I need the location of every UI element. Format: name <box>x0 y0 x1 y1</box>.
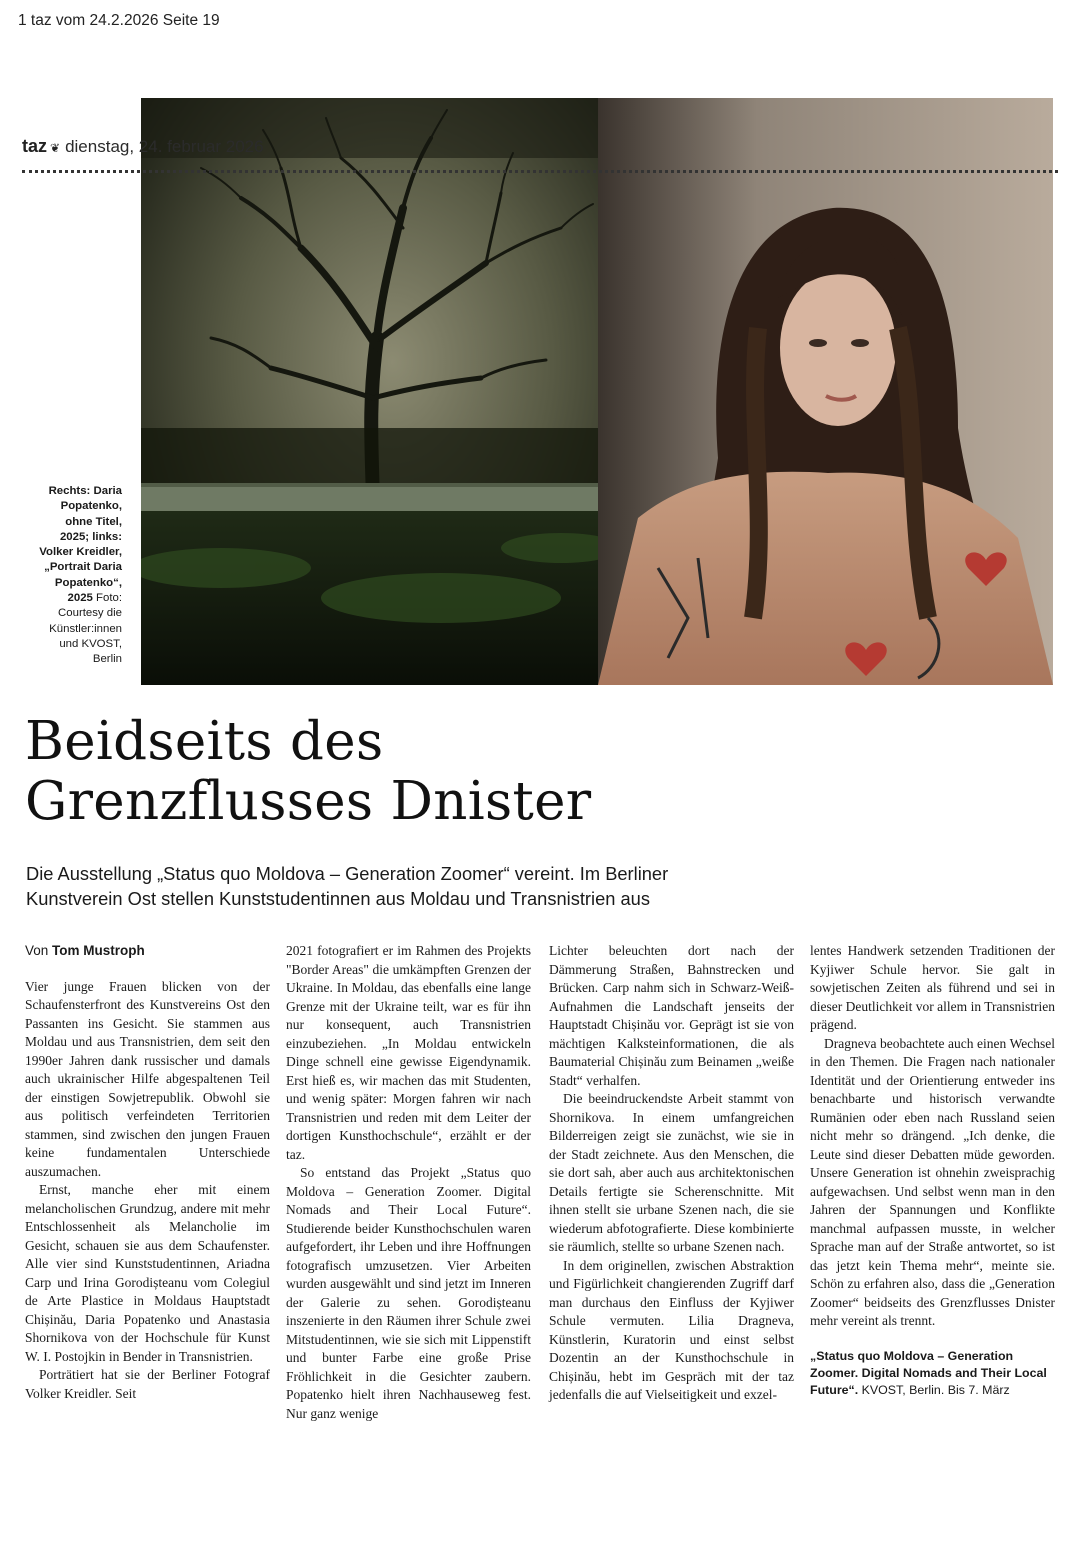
exhibition-info-details: KVOST, Berlin. Bis 7. März <box>858 1382 1010 1397</box>
tree-night-photo <box>141 98 598 685</box>
caption-line: Popatenko“, <box>54 576 122 589</box>
paragraph: In dem originellen, zwischen Abstraktion und Figürlichkeit changierenden Zugriff darf man durchaus den Einfluss der Kyjiwer Schule vermuten. Lilia Dragneva, Künstlerin, Kuratorin und einst selbst Dozentin an der Kunsthochschule in Chișinău, hebt im Gespräch mit der taz jedenfalls die auf Vielseitigkeit und exzel- <box>549 1257 794 1402</box>
masthead-brand: taz <box>22 136 48 156</box>
dotted-divider <box>22 170 1058 173</box>
portrait-photo <box>598 98 1053 685</box>
caption-line: Berlin <box>92 653 122 666</box>
caption-line: „Portrait Daria <box>44 561 122 574</box>
masthead-date: dienstag, 24. februar 2026 <box>65 137 264 156</box>
paragraph: Porträtiert hat sie der Berliner Fotograf Volker Kreidler. Seit <box>25 1367 270 1401</box>
subtitle-line-2: Kunstverein Ost stellen Kunststudentinnen aus Moldau und Transnistrien aus <box>26 888 650 909</box>
paragraph: lentes Handwerk setzenden Traditionen der Kyjiwer Schule hervor. Sie galt in sowjetischen Zeiten als führend und sei in dieser Deutlichkeit vor allem in Transnistrien prägend. <box>810 943 1055 1032</box>
masthead <box>22 136 264 157</box>
paragraph: 2021 fotografiert er im Rahmen des Projekts "Border Areas" die umkämpften Grenzen der Ukraine. In Moldau, das ebenfalls eine lange Grenze mit der Ukraine teilt, war es für ihn nur konsequent, auch Transnistrien einzubeziehen. „In Moldau entwickeln Dinge schnell eine gewisse Eigendynamik. Erst hieß es, wir machen das mit Studenten, und wenig später: Morgen fahren wir nach Transnistrien und reden mit dem Leiter der dortigen Kunsthochschule“, erzählt er der taz. <box>286 943 531 1162</box>
byline-prefix: Von <box>25 943 53 958</box>
text-column-3 <box>549 942 794 1405</box>
photo-caption <box>10 484 122 668</box>
caption-line: 2025 Foto: <box>67 592 122 605</box>
caption-line: Popatenko, <box>60 500 122 513</box>
caption-line: ohne Titel, <box>65 515 122 528</box>
paragraph: So entstand das Projekt „Status quo Moldova – Generation Zoomer. Digital Nomads and Their Local Future“. Studierende beider Kunsthochschulen waren aufgefordert, ihr Leben und ihre Hoffnungen fotografisch umzusetzen. Vier Arbeiten wurden ausgewählt und sind jetzt im Inneren der Galerie zu sehen. Gorodișteanu inszenierte in den Räumen ihrer Schule zwei Mitstudentinnen, wie sie sich mit Lippenstift und bunter Farbe eine große Prise Fröhlichkeit in die Gesichter zaubern. Popatenko hielt ihren Nachhauseweg fest. Nur ganz wenige <box>286 1165 531 1421</box>
caption-line: Rechts: Daria <box>48 485 122 497</box>
subtitle-line-1: Die Ausstellung „Status quo Moldova – Generation Zoomer“ vereint. Im Berliner <box>26 863 669 884</box>
paragraph: Lichter beleuchten dort nach der Dämmerung Straßen, Bahnstrecken und Brücken. Carp nahm sich in Schwarz-Weiß-Aufnahmen die Landschaft jenseits der Hauptstadt Chișinău vor. Geprägt ist sie von mächtigen Kalksteinformationen, die als Baumaterial Chișinău zum Beinamen „weiße Stadt“ verhalfen. <box>549 943 794 1088</box>
paragraph: Die beeindruckendste Arbeit stammt von Shornikova. In einem umfangreichen Bilderreigen zeigt sie zunächst, wie sie in der Stadt zeichnete. Aus den Menschen, die sie dort sah, aber auch aus architektonischen Details fertigte sie Scherenschnitte. Mit ihnen stellt sie urbane Szenen nach, die sie wiederum abfotografierte. Diese kombinierte sie räumlich, stellte so urbane Szenen nach. <box>549 1091 794 1254</box>
exhibition-info <box>810 1348 1055 1399</box>
paragraph: Dragneva beobachtete auch einen Wechsel in den Themen. Die Fragen nach nationaler Identität und der Orientierung entweder ins benachbarte und historisch verwandte Rumänien oder eben nach Russland seien nicht mehr so drängend. „Ich denke, die Leute sind dieser Debatten müde geworden. Unsere Generation ist ohnehin zweisprachig aufgewachsen. Und selbst wenn man in den Jahren der Spannungen und Konflikte manchmal aufpassen musste, in welcher Sprache man auf der Straße antwortet, so ist das jetzt kein Thema mehr“, meinte sie. Schön zu erfahren also, dass die „Generation Zoomer“ beidseits des Grenzflusses Dnister mehr vereint als trennt. <box>810 1035 1055 1328</box>
caption-line: und KVOST, <box>59 637 122 650</box>
subtitle <box>26 861 1046 911</box>
caption-line: Künstler:innen <box>49 622 122 635</box>
caption-line: Volker Kreidler, <box>39 546 122 559</box>
headline-line-2: Grenzflusses Dnister <box>25 771 592 832</box>
byline <box>25 942 270 961</box>
text-column-1 <box>25 942 270 1403</box>
paragraph: Vier junge Frauen blicken von der Schaufensterfront des Kunstvereins Ost den Passanten ins Gesicht. Sie stammen aus Moldau und aus Transnistrien, dem seit den 1990er Jahren dank russischer und damals auch ukrainischer Hilfe abgespaltenen Teil der einstigen Sowjetrepublik. Obwohl sie aus politisch verfeindeten Territorien stammen, sind zwischen den jungen Frauen keine fundamentalen Unterschiede auszumachen. <box>25 978 270 1179</box>
text-column-4 <box>810 942 1055 1399</box>
page-header: 1 taz vom 24.2.2026 Seite 19 <box>18 12 220 29</box>
paw-icon: ❦ <box>50 141 61 155</box>
headline <box>25 712 1025 832</box>
paragraph: Ernst, manche eher mit einem melancholischen Grundzug, andere mit mehr Entschlossenheit als Melancholie im Gesicht, schauen sie aus dem Schaufenster. Alle vier sind Kunststudentinnen, Ariadna Carp und Irina Gorodișteanu vom Colegiul de Arte Plastice in Moldaus Hauptstadt Chișinău, Daria Popatenko und Anastasia Shornikova von der Hochschule für Kunst W. I. Postojkin in Bender in Transnistrien. <box>25 1182 270 1364</box>
article-photos <box>141 98 1053 685</box>
caption-line: 2025; links: <box>59 530 122 543</box>
exhibition-info-title: „Status quo Moldova – Generation Zoomer. Digital Nomads and Their Local Future“. <box>810 1348 1047 1397</box>
byline-author: Tom Mustroph <box>52 943 145 958</box>
headline-line-1: Beidseits des <box>25 711 384 772</box>
caption-line: Courtesy die <box>58 607 122 620</box>
text-column-2 <box>286 942 531 1423</box>
